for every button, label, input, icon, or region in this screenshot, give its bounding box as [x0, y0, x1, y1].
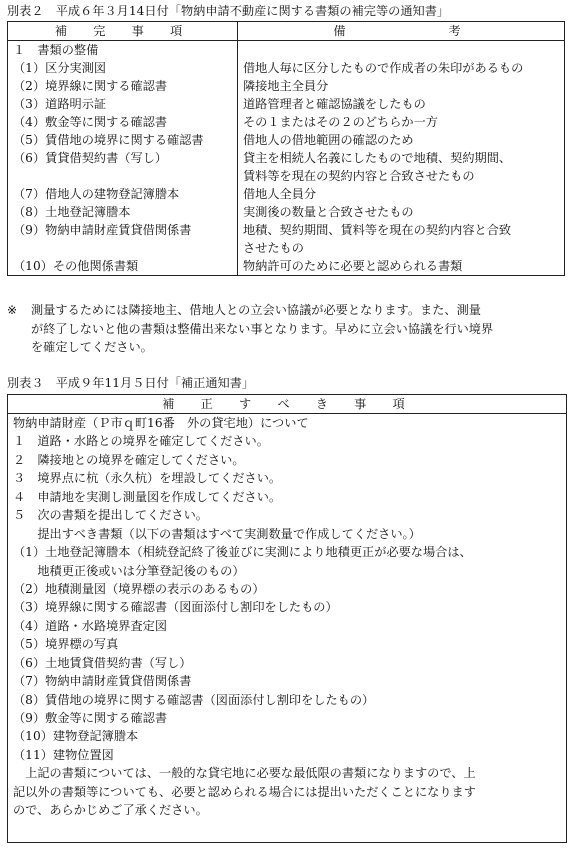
- table2-item: （10）その他関係書類: [13, 259, 139, 273]
- table3-line: （4）道路・水路境界査定図: [13, 618, 168, 633]
- table2-remark: 隣接地主全員分: [243, 79, 329, 93]
- footnote-text: が終了しないと他の書類は整備出来ない事となります。早めに立会い協議を行い境界: [31, 321, 494, 336]
- table2-item: （9）物納申請財産賃貸借関係書: [13, 223, 192, 237]
- table2-item: （2）境界線に関する確認書: [13, 79, 168, 93]
- table3-line: １ 道路・水路との境界を確定してください。: [13, 434, 269, 449]
- table2-remark: 貸主を相続人名義にしたもので地積、契約期間、: [243, 151, 512, 165]
- table2-item: （4）敷金等に関する確認書: [13, 115, 168, 129]
- table3-line: （10）建物登記簿謄本: [13, 729, 139, 744]
- table2-remark: 実測後の数量と合致させたもの: [243, 205, 414, 219]
- table3-line: 地積更正後或いは分筆登記後のもの）: [13, 563, 245, 578]
- table2-header-remarks: 備 考: [238, 22, 565, 41]
- table3-line: （8）賃借地の境界に関する確認書（図面添付し割印をしたもの）: [13, 692, 375, 707]
- table2-header-items: 補 完 事 項: [8, 22, 238, 41]
- table3-line: ４ 申請地を実測し測量図を作成してください。: [13, 489, 282, 504]
- table2-remark: 道路管理者と確認協議をしたもの: [243, 97, 426, 111]
- table3-line: （1）土地登記簿謄本（相続登記終了後並びに実測により地積更正が必要な場合は、: [13, 545, 472, 560]
- table3-line: （2）地積測量図（境界標の表示のあるもの）: [13, 581, 265, 596]
- footnote-mark: [7, 338, 31, 357]
- footnote-text: 測量するためには隣接地主、借地人との立会い協議が必要となります。また、測量: [31, 303, 481, 317]
- table3-header: 補 正 す べ き 事 項: [8, 395, 566, 414]
- footnote-line: [7, 338, 567, 357]
- table2-remark: 借地人の借地範囲の確認のため: [243, 133, 414, 147]
- table2-caption: 別表２ 平成６年３月14日付「物納申請不動産に関する書類の補完等の通知書」: [7, 4, 450, 18]
- table3-line: ので、あらかじめご了承ください。: [13, 803, 208, 818]
- table2-items-column: [8, 41, 238, 276]
- table2-remark: 借地人全員分: [243, 187, 317, 201]
- table3-body: [8, 414, 566, 820]
- table3-line: （7）物納申請財産賃貸借関係書: [13, 674, 192, 689]
- table3-line: （6）土地賃貸借契約書（写し）: [13, 655, 192, 670]
- table3-caption: 別表３ 平成９年11月５日付「補正通知書」: [7, 376, 255, 390]
- table2-remark: 物納許可のために必要と認められる書類: [243, 259, 463, 273]
- table2-remarks-column: [238, 41, 565, 276]
- footnote-line: [7, 301, 567, 320]
- table2-header-row: [8, 22, 565, 41]
- footnote-mark: [7, 320, 31, 339]
- table2-remark: [243, 41, 558, 59]
- footnote-text: を確定してください。: [31, 340, 153, 354]
- table2-item: １ 書類の整備: [13, 43, 99, 57]
- table2-remark: させたもの: [243, 241, 304, 255]
- table2: [7, 21, 565, 276]
- table2-footnote: [7, 301, 567, 357]
- table3-line: ５ 次の書類を提出してください。: [13, 508, 208, 523]
- table2-item-spacer: [13, 239, 231, 257]
- table2-item: （1）区分実測図: [13, 61, 107, 75]
- table2-item-spacer: [13, 167, 231, 185]
- table3: [7, 394, 567, 843]
- table2-remark: 賃料等を現在の契約内容と合致させたもの: [243, 169, 475, 183]
- table3-line: ２ 隣接地との境界を確定してください。: [13, 452, 245, 467]
- table2-item: （6）賃貸借契約書（写し）: [13, 151, 168, 165]
- table3-line: ３ 境界点に杭（永久杭）を埋設してください。: [13, 471, 282, 486]
- table3-line: 物納申請財産（Ｐ市ｑ町16番 外の貸宅地）について: [13, 416, 309, 430]
- table3-line: （9）敷金等に関する確認書: [13, 711, 168, 725]
- table2-body-row: [8, 41, 565, 276]
- table3-line: （3）境界線に関する確認書（図面添付し割印をしたもの）: [13, 600, 338, 615]
- table3-line: 上記の書類については、一般的な貸宅地に必要な最低限の書類になりますので、上: [13, 766, 476, 781]
- table3-line: （11）建物位置図: [13, 747, 114, 762]
- footnote-line: [7, 320, 567, 339]
- footnote-mark: ※: [7, 303, 18, 317]
- table2-item: （7）借地人の建物登記簿謄本: [13, 187, 180, 201]
- table3-line: 記以外の書類等についても、必要と認められる場合には提出いただくことになります: [13, 784, 476, 799]
- table3-line: 提出すべき書類（以下の書類はすべて実測数量で作成してください。）: [13, 526, 421, 541]
- table2-item: （3）道路明示証: [13, 97, 107, 111]
- table2-remark: 地積、契約期間、賃料等を現在の契約内容と合致: [243, 223, 512, 237]
- table2-remark: その１またはその２のどちらか一方: [243, 115, 438, 129]
- table2-item: （8）土地登記簿謄本: [13, 205, 131, 219]
- table2-item: （5）賃借地の境界に関する確認書: [13, 133, 204, 147]
- table3-line: （5）境界標の写真: [13, 637, 119, 652]
- table2-remark: 借地人毎に区分したもので作成者の朱印があるもの: [243, 61, 524, 75]
